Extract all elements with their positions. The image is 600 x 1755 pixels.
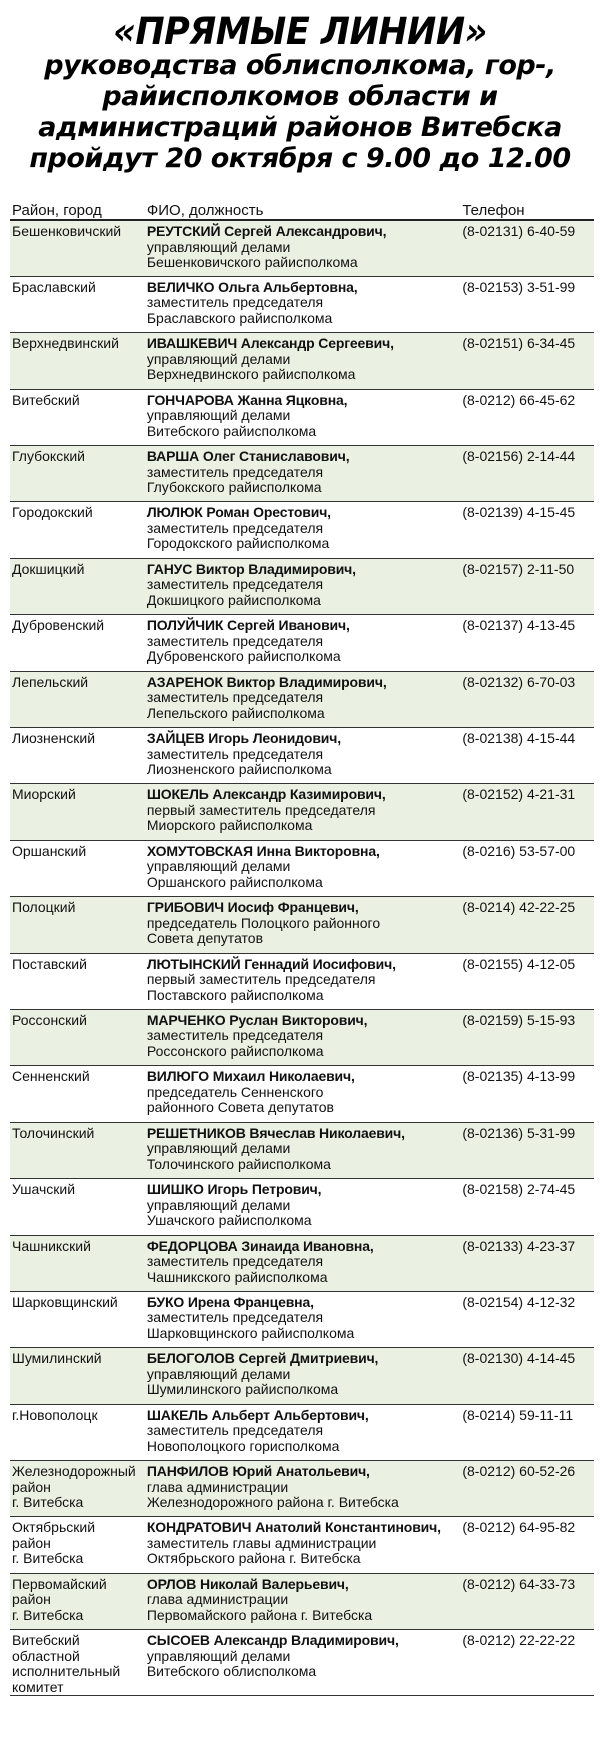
district-name: Шумилинский	[12, 1350, 102, 1367]
person-position: председатель Сенненского районного Совета депутатов	[146, 1083, 334, 1116]
person-name: ФЕДОРЦОВА Зинаида Ивановна,	[146, 1237, 374, 1254]
person-position: управляющий делами Витебского облисполкома	[146, 1647, 317, 1680]
person-cell	[145, 1235, 461, 1291]
phone-number: (8-02159) 5-15-93	[462, 1011, 576, 1028]
district-name: Оршанский	[12, 842, 87, 859]
phone-number: (8-02133) 4-23-37	[462, 1237, 576, 1254]
person-cell	[145, 1179, 461, 1235]
person-cell	[145, 1009, 461, 1065]
table-row	[10, 1009, 594, 1065]
phone-number: (8-02131) 6-40-59	[462, 223, 576, 239]
person-name: ВИЛЮГО Михаил Николаевич,	[146, 1068, 355, 1085]
person-name: АЗАРЕНОК Виктор Владимирович,	[146, 673, 387, 690]
person-name: ШОКЕЛЬ Александр Казимирович,	[146, 786, 386, 803]
district-cell	[10, 671, 145, 727]
district-name: Глубокский	[12, 448, 85, 465]
phone-number: (8-0214) 59-11-11	[462, 1406, 574, 1423]
district-cell	[10, 276, 145, 332]
phone-number: (8-0212) 22-22-22	[462, 1632, 576, 1649]
person-cell	[145, 953, 461, 1009]
person-cell	[145, 502, 461, 558]
phone-number: (8-0212) 64-33-73	[462, 1575, 576, 1592]
person-cell	[145, 220, 461, 276]
person-cell	[145, 840, 461, 896]
district-cell	[10, 1461, 145, 1517]
person-cell	[145, 897, 461, 953]
phone-number: (8-02152) 4-21-31	[462, 786, 576, 803]
header	[0, 10, 600, 174]
table-row	[10, 1517, 594, 1573]
person-cell	[145, 728, 461, 784]
person-position: заместитель председателя Шарковщинского райисполкома	[146, 1309, 355, 1341]
phone-number: (8-0214) 42-22-25	[462, 899, 576, 916]
person-position: заместитель председателя Докшицкого райисполкома	[146, 576, 324, 608]
district-cell	[10, 446, 145, 502]
person-cell	[145, 1066, 461, 1122]
district-name: Октябрьский район г. Витебска	[12, 1519, 96, 1567]
district-name: Россонский	[12, 1011, 87, 1028]
person-position: управляющий делами Толочинского райисполкома	[146, 1140, 331, 1172]
person-cell	[145, 1291, 461, 1347]
column-header-district: Район, город	[12, 202, 102, 219]
person-cell	[145, 389, 461, 445]
district-cell	[10, 1235, 145, 1291]
person-position: председатель Полоцкого районного Совета депутатов	[146, 914, 381, 947]
person-position: управляющий делами Верхнедвинского райисполкома	[146, 350, 356, 383]
district-cell	[10, 953, 145, 1009]
table-row	[10, 1461, 594, 1517]
table-row	[10, 276, 594, 332]
phone-number: (8-02130) 4-14-45	[462, 1350, 576, 1367]
person-position: управляющий делами Шумилинского райисполкома	[146, 1365, 339, 1398]
person-name: ЛЮТЫНСКИЙ Геннадий Иосифович,	[146, 955, 396, 972]
person-cell	[145, 615, 461, 671]
table-row	[10, 1179, 594, 1235]
district-name: Бешенковичский	[12, 223, 122, 239]
table-row	[10, 1348, 594, 1404]
district-name: Сенненский	[12, 1068, 90, 1085]
phone-number: (8-02137) 4-13-45	[462, 617, 576, 634]
person-name: КОНДРАТОВИЧ Анатолий Константинович,	[146, 1519, 441, 1536]
person-name: ВАРША Олег Станиславович,	[146, 448, 350, 465]
phone-number: (8-02138) 4-15-44	[462, 730, 576, 747]
district-name: Железнодорожный район г. Витебска	[12, 1463, 136, 1511]
district-cell	[10, 1291, 145, 1347]
district-name: г.Новополоцк	[12, 1406, 98, 1423]
table-row	[10, 1066, 594, 1122]
district-cell	[10, 1348, 145, 1404]
person-cell	[145, 558, 461, 614]
person-name: ПОЛУЙЧИК Сергей Иванович,	[146, 617, 350, 634]
district-cell	[10, 333, 145, 389]
phone-number: (8-02154) 4-12-32	[462, 1293, 576, 1310]
table-body	[10, 220, 594, 1696]
phone-number: (8-0216) 53-57-00	[462, 842, 576, 859]
table-row	[10, 1122, 594, 1178]
person-name: ГРИБОВИЧ Иосиф Францевич,	[146, 899, 359, 916]
table-row	[10, 728, 594, 784]
district-name: Витебский	[12, 391, 80, 408]
district-name: Полоцкий	[12, 899, 76, 916]
district-name: Чашникский	[12, 1237, 91, 1254]
district-name: Браславский	[12, 278, 96, 295]
person-position: заместитель председателя Чашникского райисполкома	[146, 1253, 328, 1285]
person-name: ХОМУТОВСКАЯ Инна Викторовна,	[146, 842, 380, 859]
person-position: заместитель председателя Новополоцкого горисполкома	[146, 1422, 340, 1454]
person-name: ПАНФИЛОВ Юрий Анатольевич,	[146, 1463, 370, 1480]
district-cell	[10, 502, 145, 558]
subtitle-line: руководства облисполкома, гор-,	[44, 50, 556, 81]
table-row	[10, 615, 594, 671]
person-position: управляющий делами Витебского райисполкома	[146, 407, 317, 439]
district-cell	[10, 389, 145, 445]
table-row	[10, 1291, 594, 1347]
district-cell	[10, 220, 145, 276]
district-name: Поставский	[12, 955, 87, 972]
phone-number: (8-02157) 2-11-50	[462, 560, 575, 577]
district-cell	[10, 1122, 145, 1178]
person-name: ВЕЛИЧКО Ольга Альбертовна,	[146, 278, 358, 295]
person-position: заместитель председателя Россонского райисполкома	[146, 1027, 324, 1059]
page-title: «ПРЯМЫЕ ЛИНИИ»	[113, 10, 487, 54]
phone-number: (8-02132) 6-70-03	[462, 673, 576, 690]
table-row	[10, 1235, 594, 1291]
person-cell	[145, 1122, 461, 1178]
phone-number: (8-02151) 6-34-45	[462, 335, 576, 352]
person-cell	[145, 1573, 461, 1629]
person-cell	[145, 446, 461, 502]
person-cell	[145, 333, 461, 389]
person-position: управляющий делами Ушачского райисполкома	[146, 1196, 312, 1229]
person-name: ЗАЙЦЕВ Игорь Леонидович,	[146, 730, 341, 747]
subtitle-line: райисполкомов области и	[102, 81, 498, 112]
person-name: РЕШЕТНИКОВ Вячеслав Николаевич,	[146, 1124, 405, 1141]
district-name: Лепельский	[12, 673, 89, 690]
person-cell	[145, 1517, 461, 1573]
district-name: Толочинский	[12, 1124, 95, 1141]
table-row	[10, 1630, 594, 1696]
person-position: управляющий делами Оршанского райисполкома	[146, 858, 323, 890]
person-cell	[145, 784, 461, 840]
person-name: ГОНЧАРОВА Жанна Яцковна,	[146, 391, 348, 408]
person-cell	[145, 276, 461, 332]
district-name: Ушачский	[12, 1181, 76, 1198]
phone-number: (8-02156) 2-14-44	[462, 448, 576, 465]
column-header-phone: Телефон	[462, 202, 525, 219]
table-row	[10, 1404, 594, 1460]
person-name: ЛЮЛЮК Роман Орестович,	[146, 504, 331, 521]
district-name: Докшицкий	[12, 560, 85, 577]
table-row	[10, 840, 594, 896]
table-row	[10, 558, 594, 614]
district-cell	[10, 1630, 145, 1696]
district-cell	[10, 558, 145, 614]
table-row	[10, 389, 594, 445]
person-position: заместитель председателя Лиозненского райисполкома	[146, 745, 332, 778]
person-position: заместитель главы администрации Октябрьского района г. Витебска	[146, 1534, 377, 1567]
person-cell	[145, 1461, 461, 1517]
person-cell	[145, 1630, 461, 1696]
contacts-table	[10, 200, 594, 1696]
table-row	[10, 220, 594, 276]
district-name: Городокский	[12, 504, 93, 521]
district-cell	[10, 1009, 145, 1065]
district-cell	[10, 840, 145, 896]
table-row	[10, 784, 594, 840]
table-row	[10, 333, 594, 389]
subtitle-line: пройдут 20 октября с 9.00 до 12.00	[29, 143, 571, 174]
person-name: СЫСОЕВ Александр Владимирович,	[146, 1632, 399, 1649]
person-name: ШИШКО Игорь Петрович,	[146, 1181, 322, 1198]
phone-number: (8-02139) 4-15-45	[462, 504, 576, 521]
table-row	[10, 1573, 594, 1629]
phone-number: (8-02155) 4-12-05	[462, 955, 576, 972]
person-position: заместитель председателя Дубровенского райисполкома	[146, 632, 341, 665]
table-row	[10, 446, 594, 502]
phone-number: (8-02153) 3-51-99	[462, 278, 576, 295]
table-row	[10, 671, 594, 727]
phone-number: (8-0212) 60-52-26	[462, 1463, 576, 1480]
person-position: глава администрации Первомайского района г. Витебска	[146, 1591, 373, 1623]
phone-number: (8-02136) 5-31-99	[462, 1124, 576, 1141]
district-name: Шарковщинский	[12, 1293, 118, 1310]
column-header-person: ФИО, должность	[146, 202, 264, 219]
district-cell	[10, 784, 145, 840]
subtitle-line: администраций районов Витебска	[38, 112, 562, 143]
district-cell	[10, 1404, 145, 1460]
table-row	[10, 502, 594, 558]
table-header-row	[10, 200, 594, 220]
district-name: Миорский	[12, 786, 76, 803]
person-cell	[145, 671, 461, 727]
table-row	[10, 953, 594, 1009]
district-name: Верхнедвинский	[12, 335, 119, 352]
person-position: заместитель председателя Браславского райисполкома	[146, 294, 333, 326]
phone-number: (8-02158) 2-74-45	[462, 1181, 576, 1198]
district-cell	[10, 897, 145, 953]
person-position: управляющий делами Бешенковичского райисполкома	[146, 238, 358, 270]
person-name: ИВАШКЕВИЧ Александр Сергеевич,	[146, 335, 394, 352]
phone-number: (8-0212) 66-45-62	[462, 391, 576, 408]
person-position: заместитель председателя Глубокского райисполкома	[146, 463, 324, 496]
phone-number: (8-02135) 4-13-99	[462, 1068, 576, 1085]
district-name: Первомайский район г. Витебска	[12, 1575, 107, 1623]
person-position: заместитель председателя Лепельского райисполкома	[146, 689, 325, 721]
district-name: Дубровенский	[12, 617, 105, 634]
person-name: БУКО Ирена Францевна,	[146, 1293, 314, 1310]
person-name: МАРЧЕНКО Руслан Викторович,	[146, 1011, 368, 1028]
person-cell	[145, 1348, 461, 1404]
person-position: глава администрации Железнодорожного района г. Витебска	[146, 1478, 399, 1511]
phone-number: (8-0212) 64-95-82	[462, 1519, 576, 1536]
district-cell	[10, 1066, 145, 1122]
person-name: РЕУТСКИЙ Сергей Александрович,	[146, 223, 387, 239]
person-position: заместитель председателя Городокского райисполкома	[146, 519, 330, 552]
district-cell	[10, 1517, 145, 1573]
person-position: первый заместитель председателя Миорского райисполкома	[146, 801, 376, 834]
person-position: первый заместитель председателя Поставского райисполкома	[146, 971, 376, 1003]
district-name: Лиозненский	[12, 730, 96, 747]
person-name: ШАКЕЛЬ Альберт Альбертович,	[146, 1406, 369, 1423]
district-cell	[10, 1573, 145, 1629]
person-name: БЕЛОГОЛОВ Сергей Дмитриевич,	[146, 1350, 379, 1367]
district-cell	[10, 728, 145, 784]
district-cell	[10, 1179, 145, 1235]
person-name: ГАНУС Виктор Владимирович,	[146, 560, 356, 577]
person-cell	[145, 1404, 461, 1460]
district-cell	[10, 615, 145, 671]
table-row	[10, 897, 594, 953]
district-name: Витебский областной исполнительный комитет	[12, 1632, 121, 1695]
person-name: ОРЛОВ Николай Валерьевич,	[146, 1575, 349, 1592]
